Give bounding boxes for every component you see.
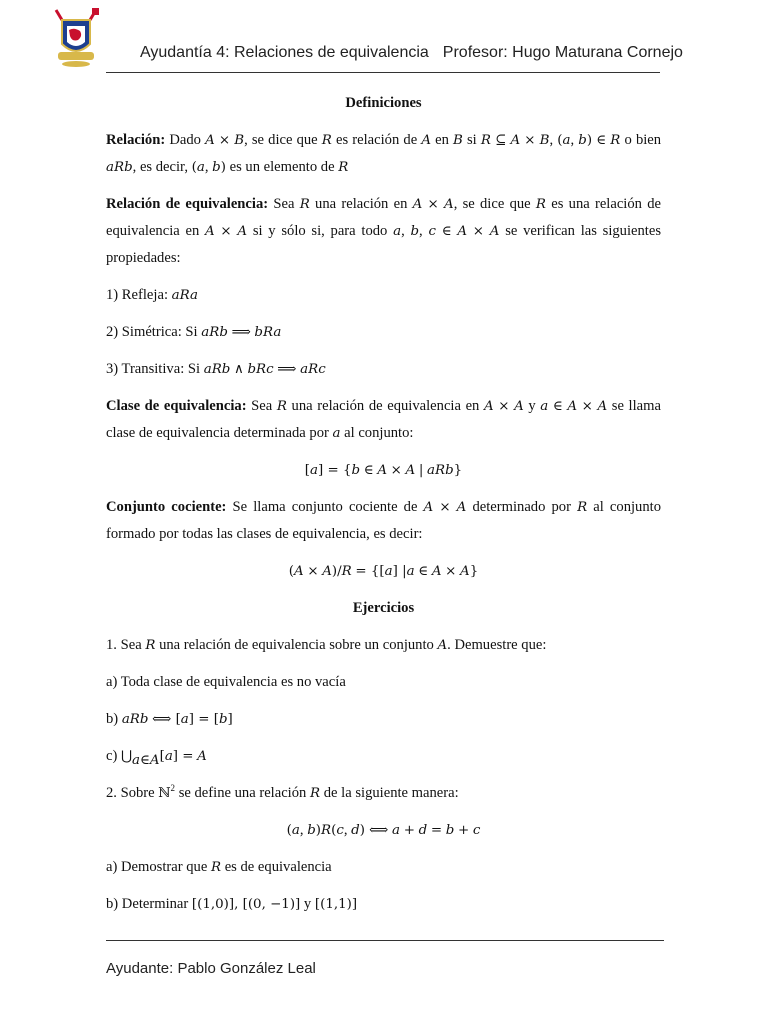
exercise-1b: b) aRb ⟺ [a] = [b]	[106, 711, 233, 727]
exercise-1a: a) Toda clase de equivalencia es no vacía	[106, 674, 346, 690]
def-cociente: Conjunto cociente: Se llama conjunto cociente de A × A determinado por R al conjunto formado por todas las clases de equivalencia, es decir:	[106, 499, 661, 542]
header-title: Ayudantía 4: Relaciones de equivalencia	[140, 44, 429, 61]
footer-assistant: Ayudante: Pablo González Leal	[106, 960, 316, 977]
def-equivalencia-term: Relación de equivalencia:	[106, 196, 269, 212]
def-cociente-term: Conjunto cociente:	[106, 499, 227, 515]
exercise-2: 2. Sobre ℕ$^2$ se define una relación R de la siguiente manera:	[106, 783, 459, 801]
def-clase-term: Clase de equivalencia:	[106, 398, 247, 414]
exercise-1: 1. Sea R una relación de equivalencia sobre un conjunto A. Demuestre que:	[106, 637, 547, 653]
exercise-1c: c) $⋃_{a\in A}[a] = A$	[106, 748, 207, 768]
exercise-2b: b) Determinar [(1,0)], [(0, −1)] y [(1,1)]	[106, 896, 358, 912]
formula-clase: [a] = {b ∈ A × A | aRb}	[304, 463, 463, 478]
prop-transitiva: 3) Transitiva: Si aRb ∧ bRc ⟹ aRc	[106, 361, 326, 377]
header-rule	[106, 72, 660, 73]
prop-simetrica: 2) Simétrica: Si aRb ⟹ bRa	[106, 324, 282, 340]
exercise-2a: a) Demostrar que R es de equivalencia	[106, 859, 332, 875]
footer-rule	[106, 940, 664, 941]
document-body	[106, 90, 661, 918]
prop-refleja: 1) Refleja: aRa	[106, 287, 199, 303]
def-relacion-term: Relación:	[106, 132, 166, 148]
header-professor: Profesor: Hugo Maturana Cornejo	[442, 44, 683, 61]
university-crest-icon	[50, 6, 102, 68]
formula-relacion: (a, b)R(c, d) ⟺ a + d = b + c	[286, 822, 481, 838]
formula-cociente: (A × A)/R = {[a] |a ∈ A × A}	[288, 564, 479, 579]
def-clase: Clase de equivalencia: Sea R una relación de equivalencia en A × A y a ∈ A × A se llama clase de equivalencia determinada por a al conjunto:	[106, 398, 661, 441]
definitions-title: Definiciones	[345, 95, 422, 111]
def-relacion: Relación: Dado A × B, se dice que R es relación de A en B si R ⊆ A × B, (a, b) ∈ R o bien aRb, es decir, (a, b) es un elemento de R	[106, 132, 662, 175]
exercises-title: Ejercicios	[352, 600, 415, 616]
page-header	[140, 44, 683, 62]
def-equivalencia: Relación de equivalencia: Sea R una relación en A × A, se dice que R es una relación de equivalencia en A × A si y sólo si, para todo a, b, c ∈ A × A se verifican las siguientes propiedades:	[106, 196, 662, 266]
